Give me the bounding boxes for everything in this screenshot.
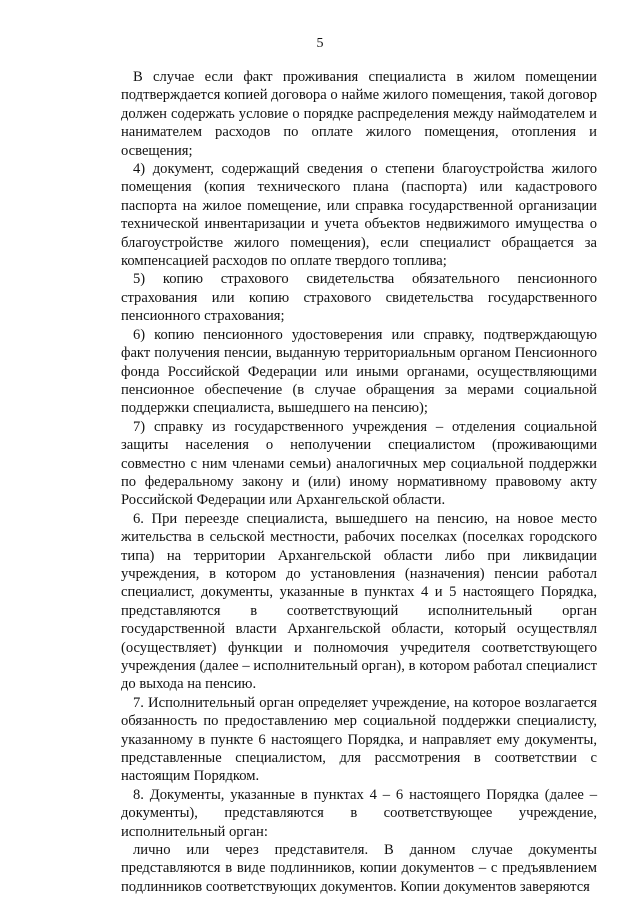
paragraph-in-person: лично или через представителя. В данном случае документы представляются в виде подлинников, копии документов – с предъявлением подлинников соответствующих документов. Копии документов заверяются — [121, 842, 597, 895]
paragraph-clause-6: 6. При переезде специалиста, вышедшего на пенсию, на новое место жительства в сельской местности, рабочих поселках (поселках городского типа) на территории Архангельской области либо при ликвидации учреждения, в котором до установления (назначения) пенсии работал специалист, документы, указанные в пунктах 4 и 5 настоящего Порядка, представляются в соответствующий исполнительный орган государственной власти Архангельской области, который осуществлял (осуществляет) функции и полномочия учредителя соответствующего учреждения (далее – исполнительный орган), в котором работал специалист до выхода на пенсию. — [121, 510, 597, 693]
paragraph-clause-8: 8. Документы, указанные в пунктах 4 – 6 настоящего Порядка (далее – документы), представляются в соответствующее учреждение, исполнительный орган: — [121, 786, 597, 840]
paragraph-clause-7: 7. Исполнительный орган определяет учреждение, на которое возлагается обязанность по предоставлению мер социальной поддержки специалисту, указанному в пункте 6 настоящего Порядка, и направляет ему документы, представленные специалистом, для рассмотрения в соответствии с настоящим Порядком. — [121, 694, 597, 785]
paragraph-item-5: 5) копию страхового свидетельства обязательного пенсионного страхования или копию страхового свидетельства государственного пенсионного страхования; — [121, 271, 597, 325]
paragraph-rental-contract: В случае если факт проживания специалиста в жилом помещении подтверждается копией договора о найме жилого помещения, такой договор должен содержать условие о порядке распределения между наймодателем и нанимателем расходов по оплате жилого помещения, отопления и освещения; — [121, 69, 597, 159]
document-body — [121, 68, 597, 896]
page-number: 5 — [316, 36, 324, 51]
paragraph-item-7: 7) справку из государственного учреждения – отделения социальной защиты населения о неполучении специалистом (проживающими совместно с ним членами семьи) аналогичных мер социальной поддержки по федеральному закону и (или) иному нормативному правовому акту Российской Федерации или Архангельской области. — [121, 418, 597, 509]
paragraph-item-4: 4) документ, содержащий сведения о степени благоустройства жилого помещения (копия технического плана (паспорта) или кадастрового паспорта на жилое помещение, или справка государственной организации технической инвентаризации и учета объектов недвижимого имущества о благоустройстве жилого помещения), если специалист обращается за компенсацией расходов по оплате твердого топлива; — [121, 161, 597, 270]
paragraph-item-6: 6) копию пенсионного удостоверения или справку, подтверждающую факт получения пенсии, выданную территориальным органом Пенсионного фонда Российской Федерации или иными органами, осуществляющими пенсионное обеспечение (в случае обращения за мерами социальной поддержки специалиста, вышедшего на пенсию); — [121, 326, 597, 417]
